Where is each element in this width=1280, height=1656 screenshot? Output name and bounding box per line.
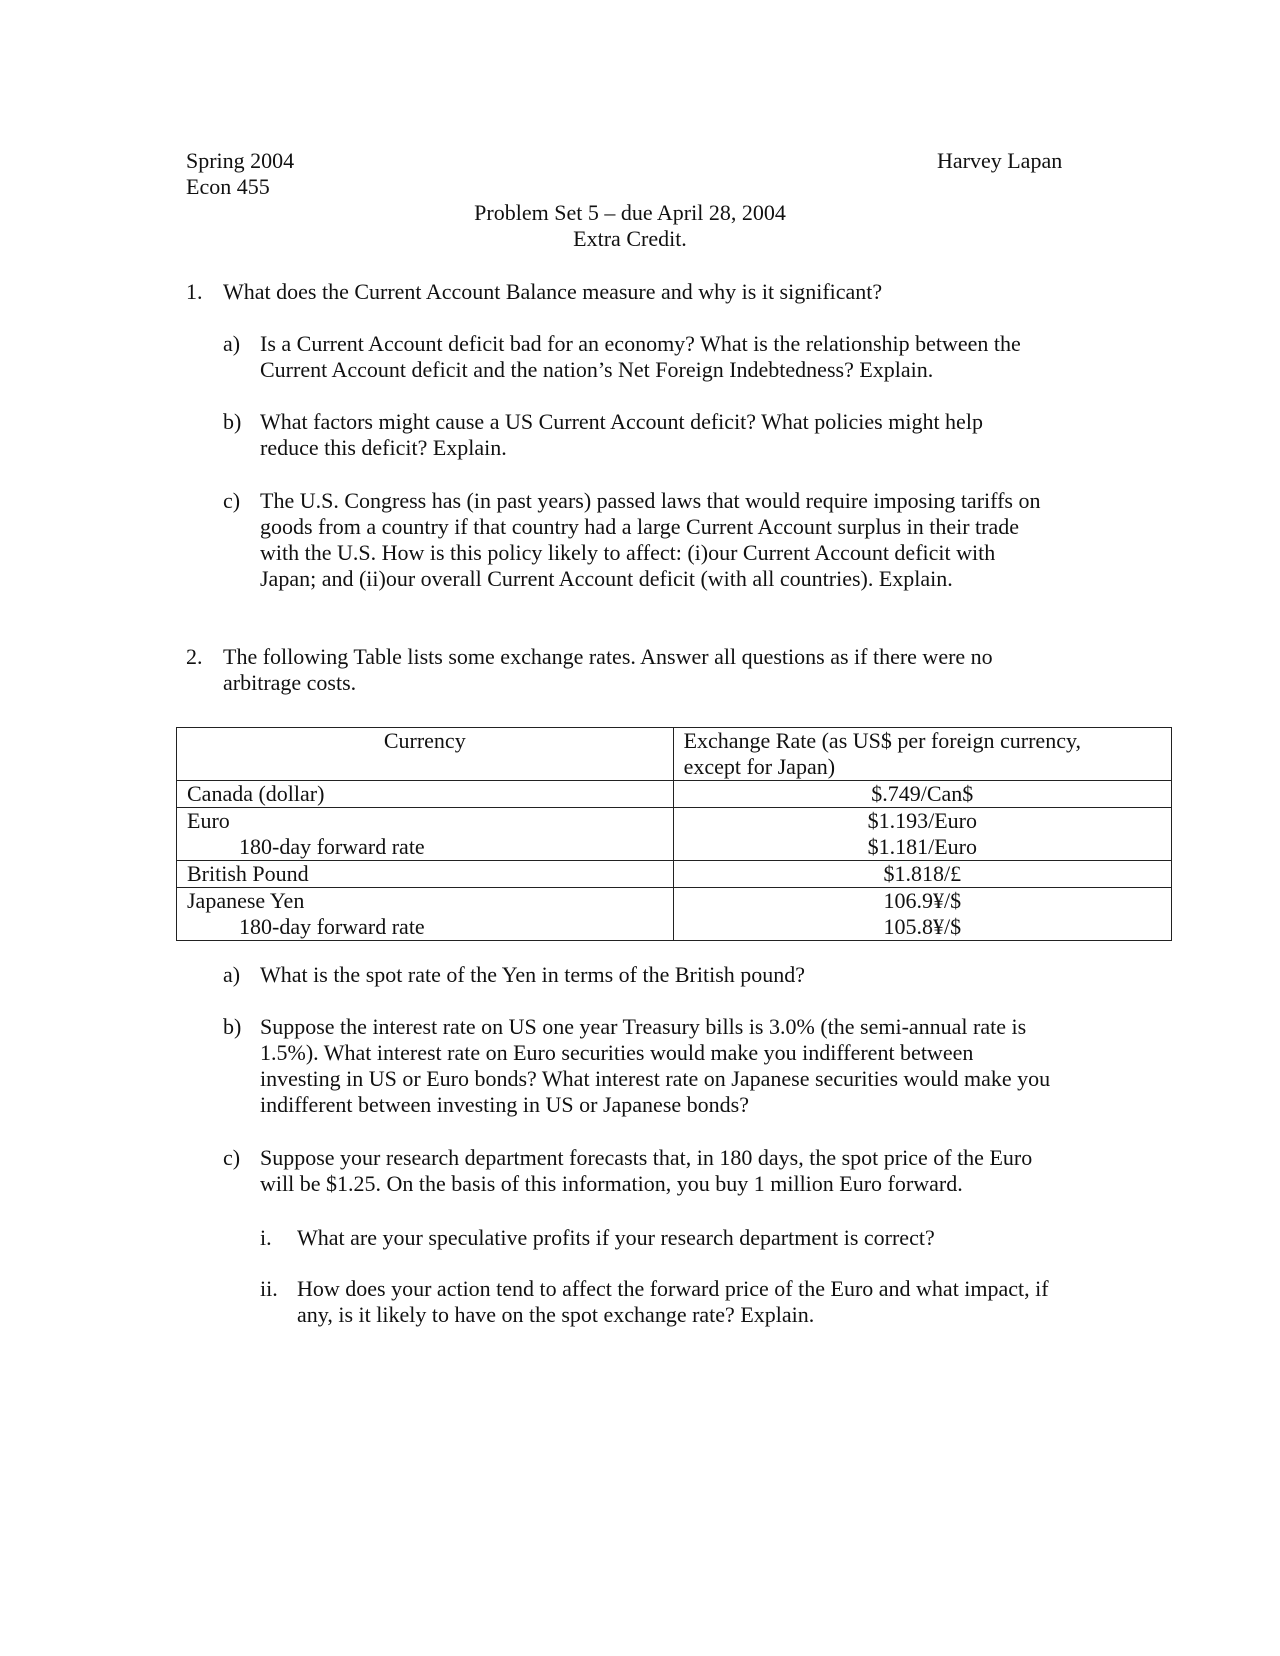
text-line: any, is it likely to have on the spot exchange rate? Explain. — [297, 1302, 815, 1327]
currency-cell — [177, 781, 674, 808]
text-line: The U.S. Congress has (in past years) passed laws that would require imposing tariffs on — [260, 488, 1041, 513]
text-line: Current Account deficit and the nation’s Net Foreign Indebtedness? Explain. — [260, 357, 934, 382]
rate-value: $1.181/Euro — [867, 834, 977, 859]
text-line: What is the spot rate of the Yen in terms of the British pound? — [260, 962, 806, 987]
question-2a-letter: a) — [223, 962, 241, 987]
text-line: investing in US or Euro bonds? What interest rate on Japanese securities would make you — [260, 1066, 1051, 1091]
header-cell-rate — [673, 728, 1171, 781]
document-subtitle: Extra Credit. — [573, 226, 687, 251]
text-line: The following Table lists some exchange rates. Answer all questions as if there were no — [223, 644, 993, 669]
question-1-number: 1. — [186, 279, 203, 304]
currency-label: British Pound — [187, 861, 309, 886]
question-1b-text — [260, 409, 983, 461]
header-currency-label: Currency — [383, 728, 466, 753]
text-line: with the U.S. How is this policy likely to affect: (i)our Current Account deficit with — [260, 540, 996, 565]
table-row — [177, 808, 1172, 861]
question-2b-text — [260, 1014, 1050, 1118]
question-1-text: What does the Current Account Balance measure and why is it significant? — [223, 279, 883, 304]
text-line: Is a Current Account deficit bad for an economy? What is the relationship between the — [260, 331, 1021, 356]
text-line: goods from a country if that country had a large Current Account surplus in their trade — [260, 514, 1019, 539]
question-1c-letter: c) — [223, 488, 241, 513]
exchange-rate-table — [176, 727, 1172, 941]
currency-sublabel: 180-day forward rate — [239, 914, 425, 939]
rate-cell — [673, 861, 1171, 888]
rate-value: $.749/Can$ — [871, 781, 974, 806]
question-2c-i-numeral: i. — [260, 1225, 272, 1250]
question-1c-text — [260, 488, 1040, 592]
table-row — [177, 861, 1172, 888]
question-2-text — [223, 644, 993, 696]
text-line: will be $1.25. On the basis of this information, you buy 1 million Euro forward. — [260, 1171, 963, 1196]
course-label: Econ 455 — [186, 174, 270, 199]
text-line: arbitrage costs. — [223, 670, 357, 695]
rate-value: $1.818/£ — [883, 861, 962, 886]
rate-value: 105.8¥/$ — [883, 914, 962, 939]
question-1a-letter: a) — [223, 331, 241, 356]
question-2c-ii-text — [297, 1276, 1049, 1328]
rate-value: $1.193/Euro — [867, 808, 977, 833]
table-row — [177, 888, 1172, 941]
text-line: How does your action tend to affect the forward price of the Euro and what impact, if — [297, 1276, 1049, 1301]
header-rate-line: except for Japan) — [683, 754, 836, 779]
text-line: Suppose the interest rate on US one year Treasury bills is 3.0% (the semi-annual rate is — [260, 1014, 1027, 1039]
question-2-number: 2. — [186, 644, 203, 669]
header-rate-line: Exchange Rate (as US$ per foreign currency, — [683, 728, 1082, 753]
table-row — [177, 781, 1172, 808]
currency-cell — [177, 808, 674, 861]
text-line: What factors might cause a US Current Account deficit? What policies might help — [260, 409, 983, 434]
question-2c-i-text — [297, 1225, 935, 1251]
text-line: What are your speculative profits if your research department is correct? — [297, 1225, 935, 1250]
question-2c-text — [260, 1145, 1032, 1197]
rate-cell — [673, 888, 1171, 941]
question-2b-letter: b) — [223, 1014, 242, 1039]
text-line: Suppose your research department forecasts that, in 180 days, the spot price of the Euro — [260, 1145, 1033, 1170]
currency-label: Japanese Yen — [187, 888, 305, 913]
text-line: 1.5%). What interest rate on Euro securities would make you indifferent between — [260, 1040, 974, 1065]
document-title: Problem Set 5 – due April 28, 2004 — [474, 200, 786, 225]
rate-value: 106.9¥/$ — [883, 888, 962, 913]
text-line: Japan; and (ii)our overall Current Account deficit (with all countries). Explain. — [260, 566, 953, 591]
rate-cell — [673, 781, 1171, 808]
question-1a-text — [260, 331, 1021, 383]
table-header-row — [177, 728, 1172, 781]
question-1b-letter: b) — [223, 409, 242, 434]
header-cell-currency — [177, 728, 674, 781]
question-2a-text — [260, 962, 805, 988]
question-2c-ii-numeral: ii. — [260, 1276, 278, 1301]
currency-label: Euro — [187, 808, 230, 833]
currency-cell — [177, 888, 674, 941]
currency-sublabel: 180-day forward rate — [239, 834, 425, 859]
rate-cell — [673, 808, 1171, 861]
instructor-name: Harvey Lapan — [937, 148, 1063, 173]
semester-label: Spring 2004 — [186, 148, 295, 173]
question-2c-letter: c) — [223, 1145, 241, 1170]
text-line: indifferent between investing in US or Japanese bonds? — [260, 1092, 749, 1117]
text-line: reduce this deficit? Explain. — [260, 435, 507, 460]
currency-cell — [177, 861, 674, 888]
currency-label: Canada (dollar) — [187, 781, 325, 806]
